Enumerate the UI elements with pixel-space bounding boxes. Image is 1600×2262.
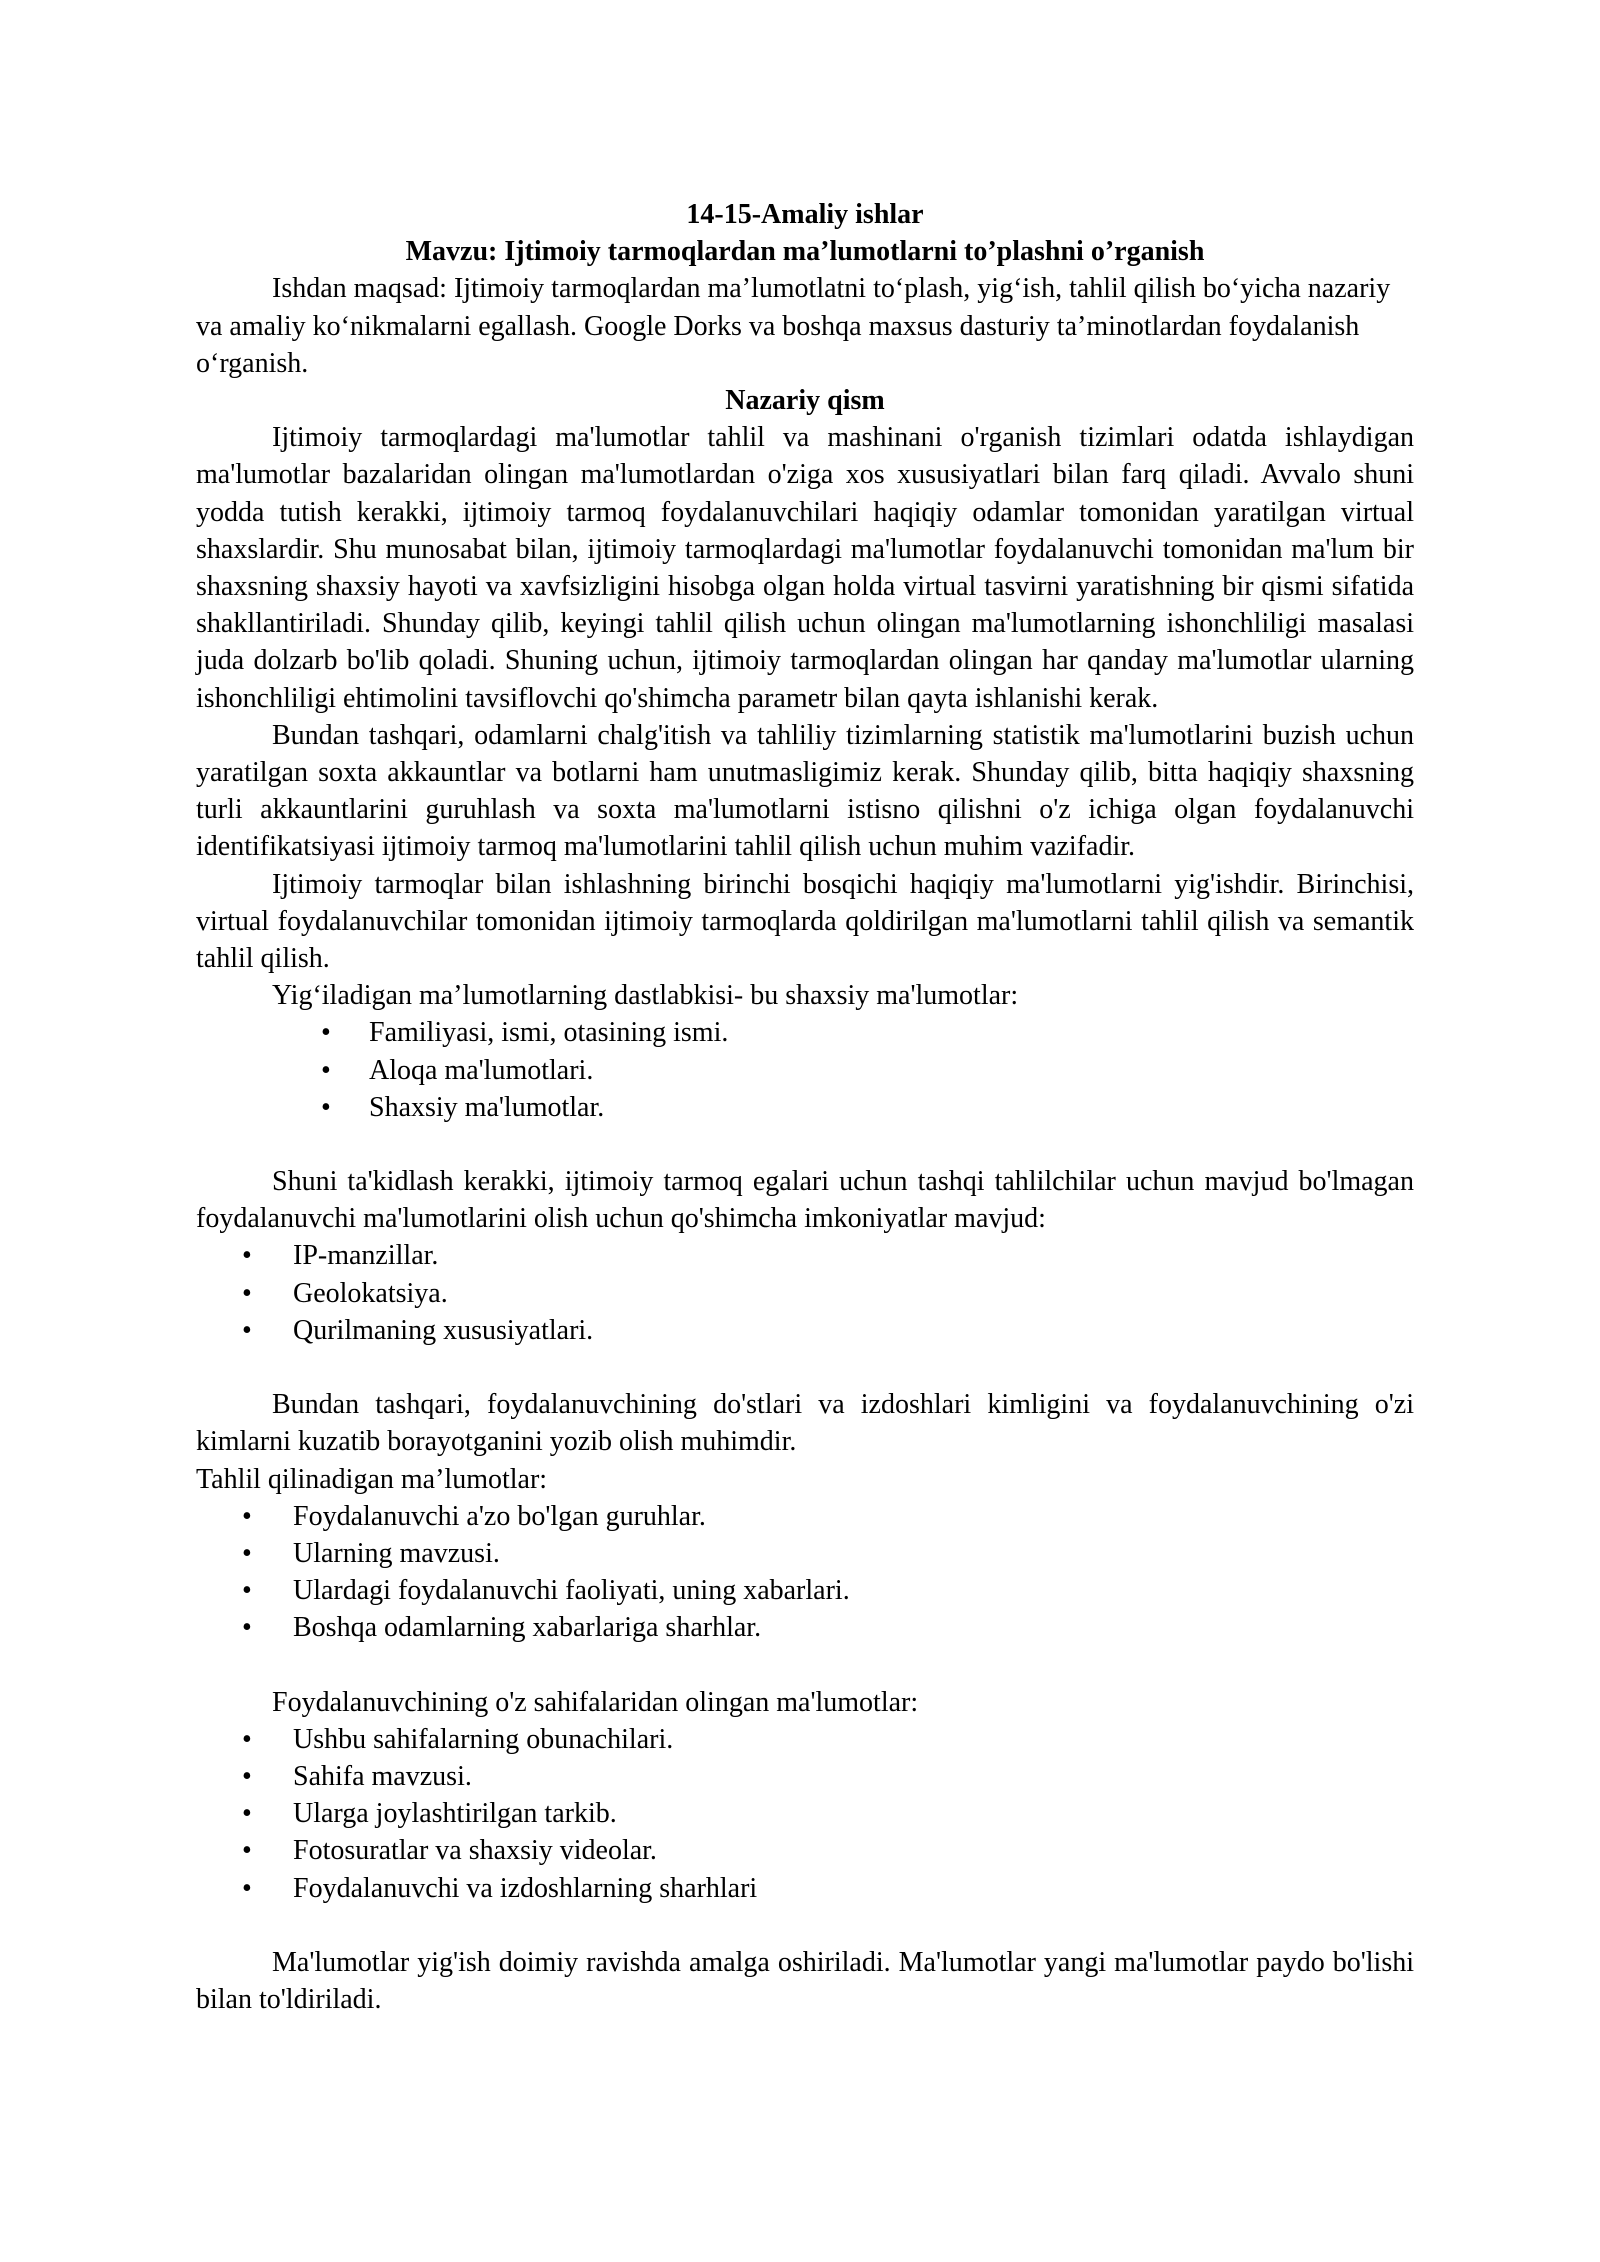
bullet-icon: • <box>242 1612 252 1644</box>
bullet-icon: • <box>242 1500 252 1532</box>
section-heading: Nazariy qism <box>725 385 885 417</box>
bullet-icon: • <box>321 1054 331 1086</box>
list-item: • Foydalanuvchi a'zo bo'lgan guruhlar. <box>196 1498 1414 1535</box>
bullet-icon: • <box>242 1575 252 1607</box>
bullet-icon: • <box>242 1835 252 1867</box>
page-data-list <box>196 1721 1414 1907</box>
list-item: • Ulardagi foydalanuvchi faoliyati, uning xabarlari. <box>196 1572 1414 1609</box>
paragraph-5: Shuni ta'kidlash kerakki, ijtimoiy tarmoq egalari uchun tashqi tahlilchilar uchun mavjud bo'lmagan foydalanuvchi ma'lumotlarini olish uchun qo'shimcha imkoniyatlar mavjud: <box>196 1166 1414 1235</box>
purpose-paragraph: Ishdan maqsad: Ijtimoiy tarmoqlardan ma’lumotlatni to‘plash, yig‘ish, tahlil qilish bo‘yicha nazariy va amaliy ko‘nikmalarni egallash. Google Dorks va boshqa maxsus dasturiy ta’minotlardan foydalanish o‘rganish. <box>196 273 1391 379</box>
owner-data-list <box>196 1237 1414 1349</box>
bullet-icon: • <box>242 1537 252 1569</box>
bullet-icon: • <box>242 1277 252 1309</box>
bullet-icon: • <box>242 1723 252 1755</box>
paragraph-3: Ijtimoiy tarmoqlar bilan ishlashning birinchi bosqichi haqiqiy ma'lumotlarni yig'ishdir. Birinchisi, virtual foydalanuvchilar tomonidan ijtimoiy tarmoqlarda qoldirilgan ma'lumotlarni tahlil qilish va semantik tahlil qilish. <box>196 868 1414 975</box>
list-item: • Sahifa mavzusi. <box>196 1758 1414 1795</box>
list-item: • Ularga joylashtirilgan tarkib. <box>196 1795 1414 1832</box>
list-item: • Geolokatsiya. <box>196 1275 1414 1312</box>
list-item: • Boshqa odamlarning xabarlariga sharhlar. <box>196 1609 1414 1646</box>
bullet-icon: • <box>242 1872 252 1904</box>
list-item: • Qurilmaning xususiyatlari. <box>196 1312 1414 1349</box>
paragraph-6: Bundan tashqari, foydalanuvchining do'stlari va izdoshlari kimligini va foydalanuvchining o'zi kimlarni kuzatib borayotganini yozib olish muhimdir. <box>196 1389 1414 1458</box>
paragraph-2: Bundan tashqari, odamlarni chalg'itish va tahliliy tizimlarning statistik ma'lumotlarini buzish uchun yaratilgan soxta akkauntlar va botlarni ham unutmasligimiz kerak. Shunday qilib, bitta haqiqiy shaxsning turli akkauntlarini guruhlash va soxta ma'lumotlarni istisno qilishni o'z ichiga olgan foydalanuvchi identifikatsiyasi ijtimoiy tarmoq ma'lumotlarini tahlil qilish uchun muhim vazifadir. <box>196 719 1414 863</box>
paragraph-8: Foydalanuvchining o'z sahifalaridan olingan ma'lumotlar: <box>272 1686 919 1718</box>
list-item: • Ushbu sahifalarning obunachilari. <box>196 1721 1414 1758</box>
paragraph-1: Ijtimoiy tarmoqlardagi ma'lumotlar tahlil va mashinani o'rganish tizimlari odatda ishlaydigan ma'lumotlar bazalaridan olingan ma'lumotlardan o'ziga xos xususiyatlari bilan farq qiladi. Avvalo shuni yodda tutish kerakki, ijtimoiy tarmoq foydalanuvchilari haqiqiy odamlar tomonidan yaratilgan virtual shaxslardir. Shu munosabat bilan, ijtimoiy tarmoqlardagi ma'lumotlar foydalanuvchi tomonidan ma'lum bir shaxsning shaxsiy hayoti va xavfsizligini hisobga olgan holda virtual tasvirni yaratishning bir qismi sifatida shakllantiriladi. Shunday qilib, keyingi tahlil qilish uchun olingan ma'lumotlarning ishonchliligi masalasi juda dolzarb bo'lib qoladi. Shuning uchun, ijtimoiy tarmoqlardan olingan har qanday ma'lumotlar ularning ishonchliligi ehtimolini tavsiflovchi qo'shimcha parametr bilan qayta ishlanishi kerak. <box>196 422 1414 714</box>
list-item: • Ularning mavzusi. <box>196 1535 1414 1572</box>
paragraph-7: Tahlil qilinadigan ma’lumotlar: <box>196 1463 548 1495</box>
document-title: 14-15-Amaliy ishlar <box>686 199 924 230</box>
bullet-icon: • <box>321 1017 331 1049</box>
paragraph-9: Ma'lumotlar yig'ish doimiy ravishda amalga oshiriladi. Ma'lumotlar yangi ma'lumotlar paydo bo'lishi bilan to'ldiriladi. <box>196 1946 1414 2015</box>
bullet-icon: • <box>321 1091 331 1123</box>
bullet-icon: • <box>242 1760 252 1792</box>
bullet-icon: • <box>242 1314 252 1346</box>
list-item: • Aloqa ma'lumotlari. <box>196 1052 1414 1089</box>
analyzed-data-list <box>196 1498 1414 1647</box>
list-item: • Shaxsiy ma'lumotlar. <box>196 1089 1414 1126</box>
list-item: • Familiyasi, ismi, otasining ismi. <box>196 1014 1414 1051</box>
document-subtitle: Mavzu: Ijtimoiy tarmoqlardan ma’lumotlarni to’plashni o’rganish <box>405 236 1205 268</box>
bullet-icon: • <box>242 1798 252 1830</box>
personal-data-list <box>196 1014 1414 1126</box>
list-item: • IP-manzillar. <box>196 1237 1414 1274</box>
bullet-icon: • <box>242 1240 252 1272</box>
list-item: • Foydalanuvchi va izdoshlarning sharhlari <box>196 1870 1414 1907</box>
paragraph-4: Yig‘iladigan ma’lumotlarning dastlabkisi- bu shaxsiy ma'lumotlar: <box>272 980 1019 1012</box>
list-item: • Fotosuratlar va shaxsiy videolar. <box>196 1832 1414 1869</box>
